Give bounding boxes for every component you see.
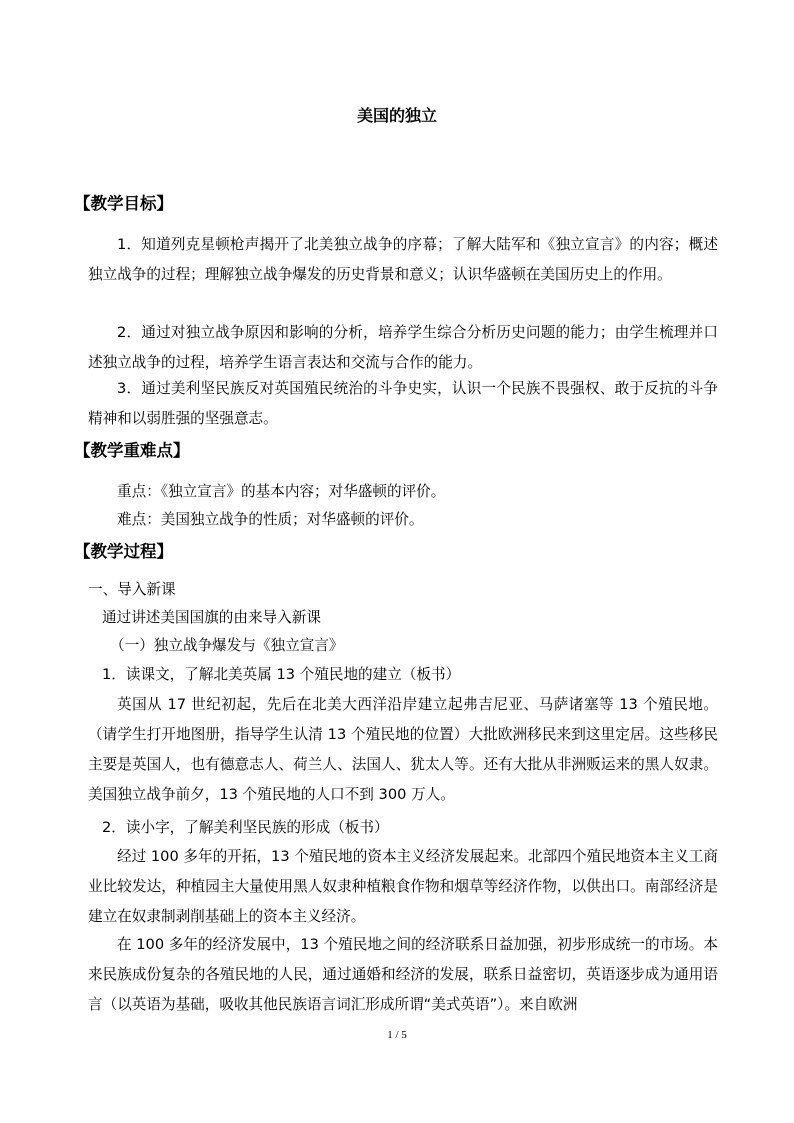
- part1-heading: 一、导入新课: [88, 581, 176, 598]
- objectives-heading: 【教学目标】: [74, 194, 173, 213]
- intro-text: 通过讲述美国国旗的由来导入新课: [102, 609, 321, 626]
- process-heading: 【教学过程】: [74, 542, 173, 561]
- paragraph-2: 经过 100 多年的开拓，13 个殖民地的资本主义经济发展起来。北部四个殖民地资本主义工商业比较发达，种植园主大量使用黑人奴隶种植粮食作物和烟草等经济作物，以供出口。南部经济是建立在奴隶制剥削基础上的资本主义经济。: [88, 848, 718, 925]
- paragraph-3: 在 100 多年的经济发展中，13 个殖民地之间的经济联系日益加强，初步形成统一的市场。本来民族成份复杂的各殖民地的人民，通过通婚和经济的发展，联系日益密切，英语逐步成为通用语言（以英语为基础，吸收其他民族语言词汇形成所谓“美式英语”）。来自欧洲: [88, 936, 718, 1013]
- difficulty-text: 难点：美国独立战争的性质；对华盛顿的评价。: [117, 511, 424, 528]
- objective-1: 1．知道列克星顿枪声揭开了北美独立战争的序幕；了解大陆军和《独立宣言》的内容；概述独立战争的过程；理解独立战争爆发的历史背景和意义；认识华盛顿在美国历史上的作用。: [88, 236, 718, 283]
- item-2: 2．读小字，了解美利坚民族的形成（板书）: [102, 819, 389, 836]
- page-title: 美国的独立: [356, 106, 437, 125]
- item-1: 1．读课文，了解北美英属 13 个殖民地的建立（板书）: [102, 666, 461, 683]
- objective-2: 2．通过对独立战争原因和影响的分析，培养学生综合分析历史问题的能力；由学生梳理并口述独立战争的过程，培养学生语言表达和交流与合作的能力。: [88, 324, 718, 371]
- keypoint-text: 重点：《独立宣言》的基本内容；对华盛顿的评价。: [117, 483, 446, 500]
- paragraph-1: 英国从 17 世纪初起，先后在北美大西洋沿岸建立起弗吉尼亚、马萨诸塞等 13 个殖民地。（请学生打开地图册，指导学生认清 13 个殖民地的位置）大批欧洲移民来到这里定居。这些移民主要是英国人，也有德意志人、荷兰人、法国人、犹太人等。还有大批从非洲贩运来的黑人奴隶。美国独立战争前夕，13 个殖民地的人口不到 300 万人。: [88, 696, 718, 803]
- page-number: 1 / 5: [387, 1029, 407, 1041]
- objective-3: 3．通过美利坚民族反对英国殖民统治的斗争史实，认识一个民族不畏强权、敢于反抗的斗争精神和以弱胜强的坚强意志。: [88, 380, 718, 427]
- subsection-1: （一）独立战争爆发与《独立宣言》: [110, 637, 344, 654]
- keypoints-heading: 【教学重难点】: [74, 441, 190, 460]
